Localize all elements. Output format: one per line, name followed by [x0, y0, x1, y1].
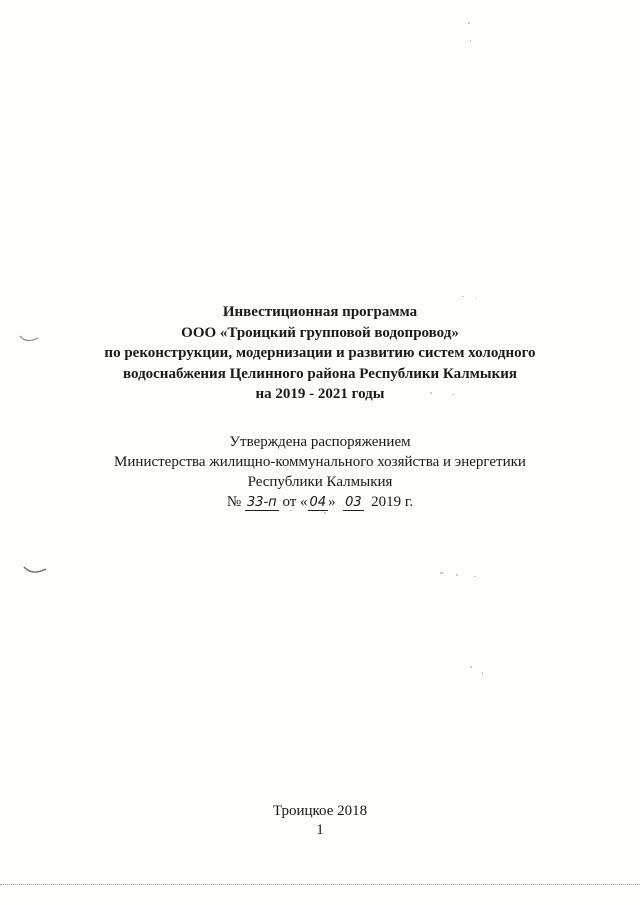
title-line: по реконструкции, модернизации и развитию систем холодного	[104, 345, 536, 361]
title-line: ООО «Троицкий групповой водопровод»	[181, 324, 459, 341]
order-day-close: »	[328, 494, 336, 510]
scan-speck	[440, 572, 443, 574]
scan-speck	[474, 576, 476, 577]
scan-speck	[476, 298, 477, 299]
scan-artifact-left-bottom	[22, 564, 48, 578]
order-year: 2019 г.	[371, 494, 414, 510]
scan-speck	[470, 40, 471, 42]
order-from-label: от «	[282, 494, 308, 510]
scan-speck	[462, 296, 464, 297]
order-month-handwritten: 03	[345, 495, 362, 510]
approval-note	[40, 432, 600, 512]
scan-speck	[470, 666, 472, 668]
scan-speck	[456, 574, 458, 576]
order-number-handwritten: 33-п	[246, 495, 277, 510]
approval-line: Республики Калмыкия	[247, 474, 393, 490]
title-line: водоснабжения Целинного района Республики Калмыкия	[123, 365, 517, 382]
scan-speck	[482, 672, 483, 675]
approval-line: Утверждена распоряжением	[229, 434, 411, 450]
order-number-prefix: №	[226, 494, 242, 510]
approval-line: Министерства жилищно-коммунального хозяйства и энергетики	[114, 454, 526, 470]
title-line: на 2019 - 2021 годы	[255, 386, 385, 402]
scan-speck	[468, 22, 470, 24]
order-reference	[40, 492, 600, 512]
scan-artifact-left-top	[18, 332, 40, 346]
order-day-handwritten: 04	[309, 495, 327, 510]
document-footer	[40, 802, 600, 840]
page-number: 1	[316, 822, 324, 838]
place-year: Троицкое 2018	[272, 803, 368, 819]
document-title	[40, 302, 600, 405]
page-bottom-rule	[0, 884, 640, 885]
scan-speck	[324, 512, 326, 514]
title-line: Инвестиционная программа	[222, 304, 418, 320]
